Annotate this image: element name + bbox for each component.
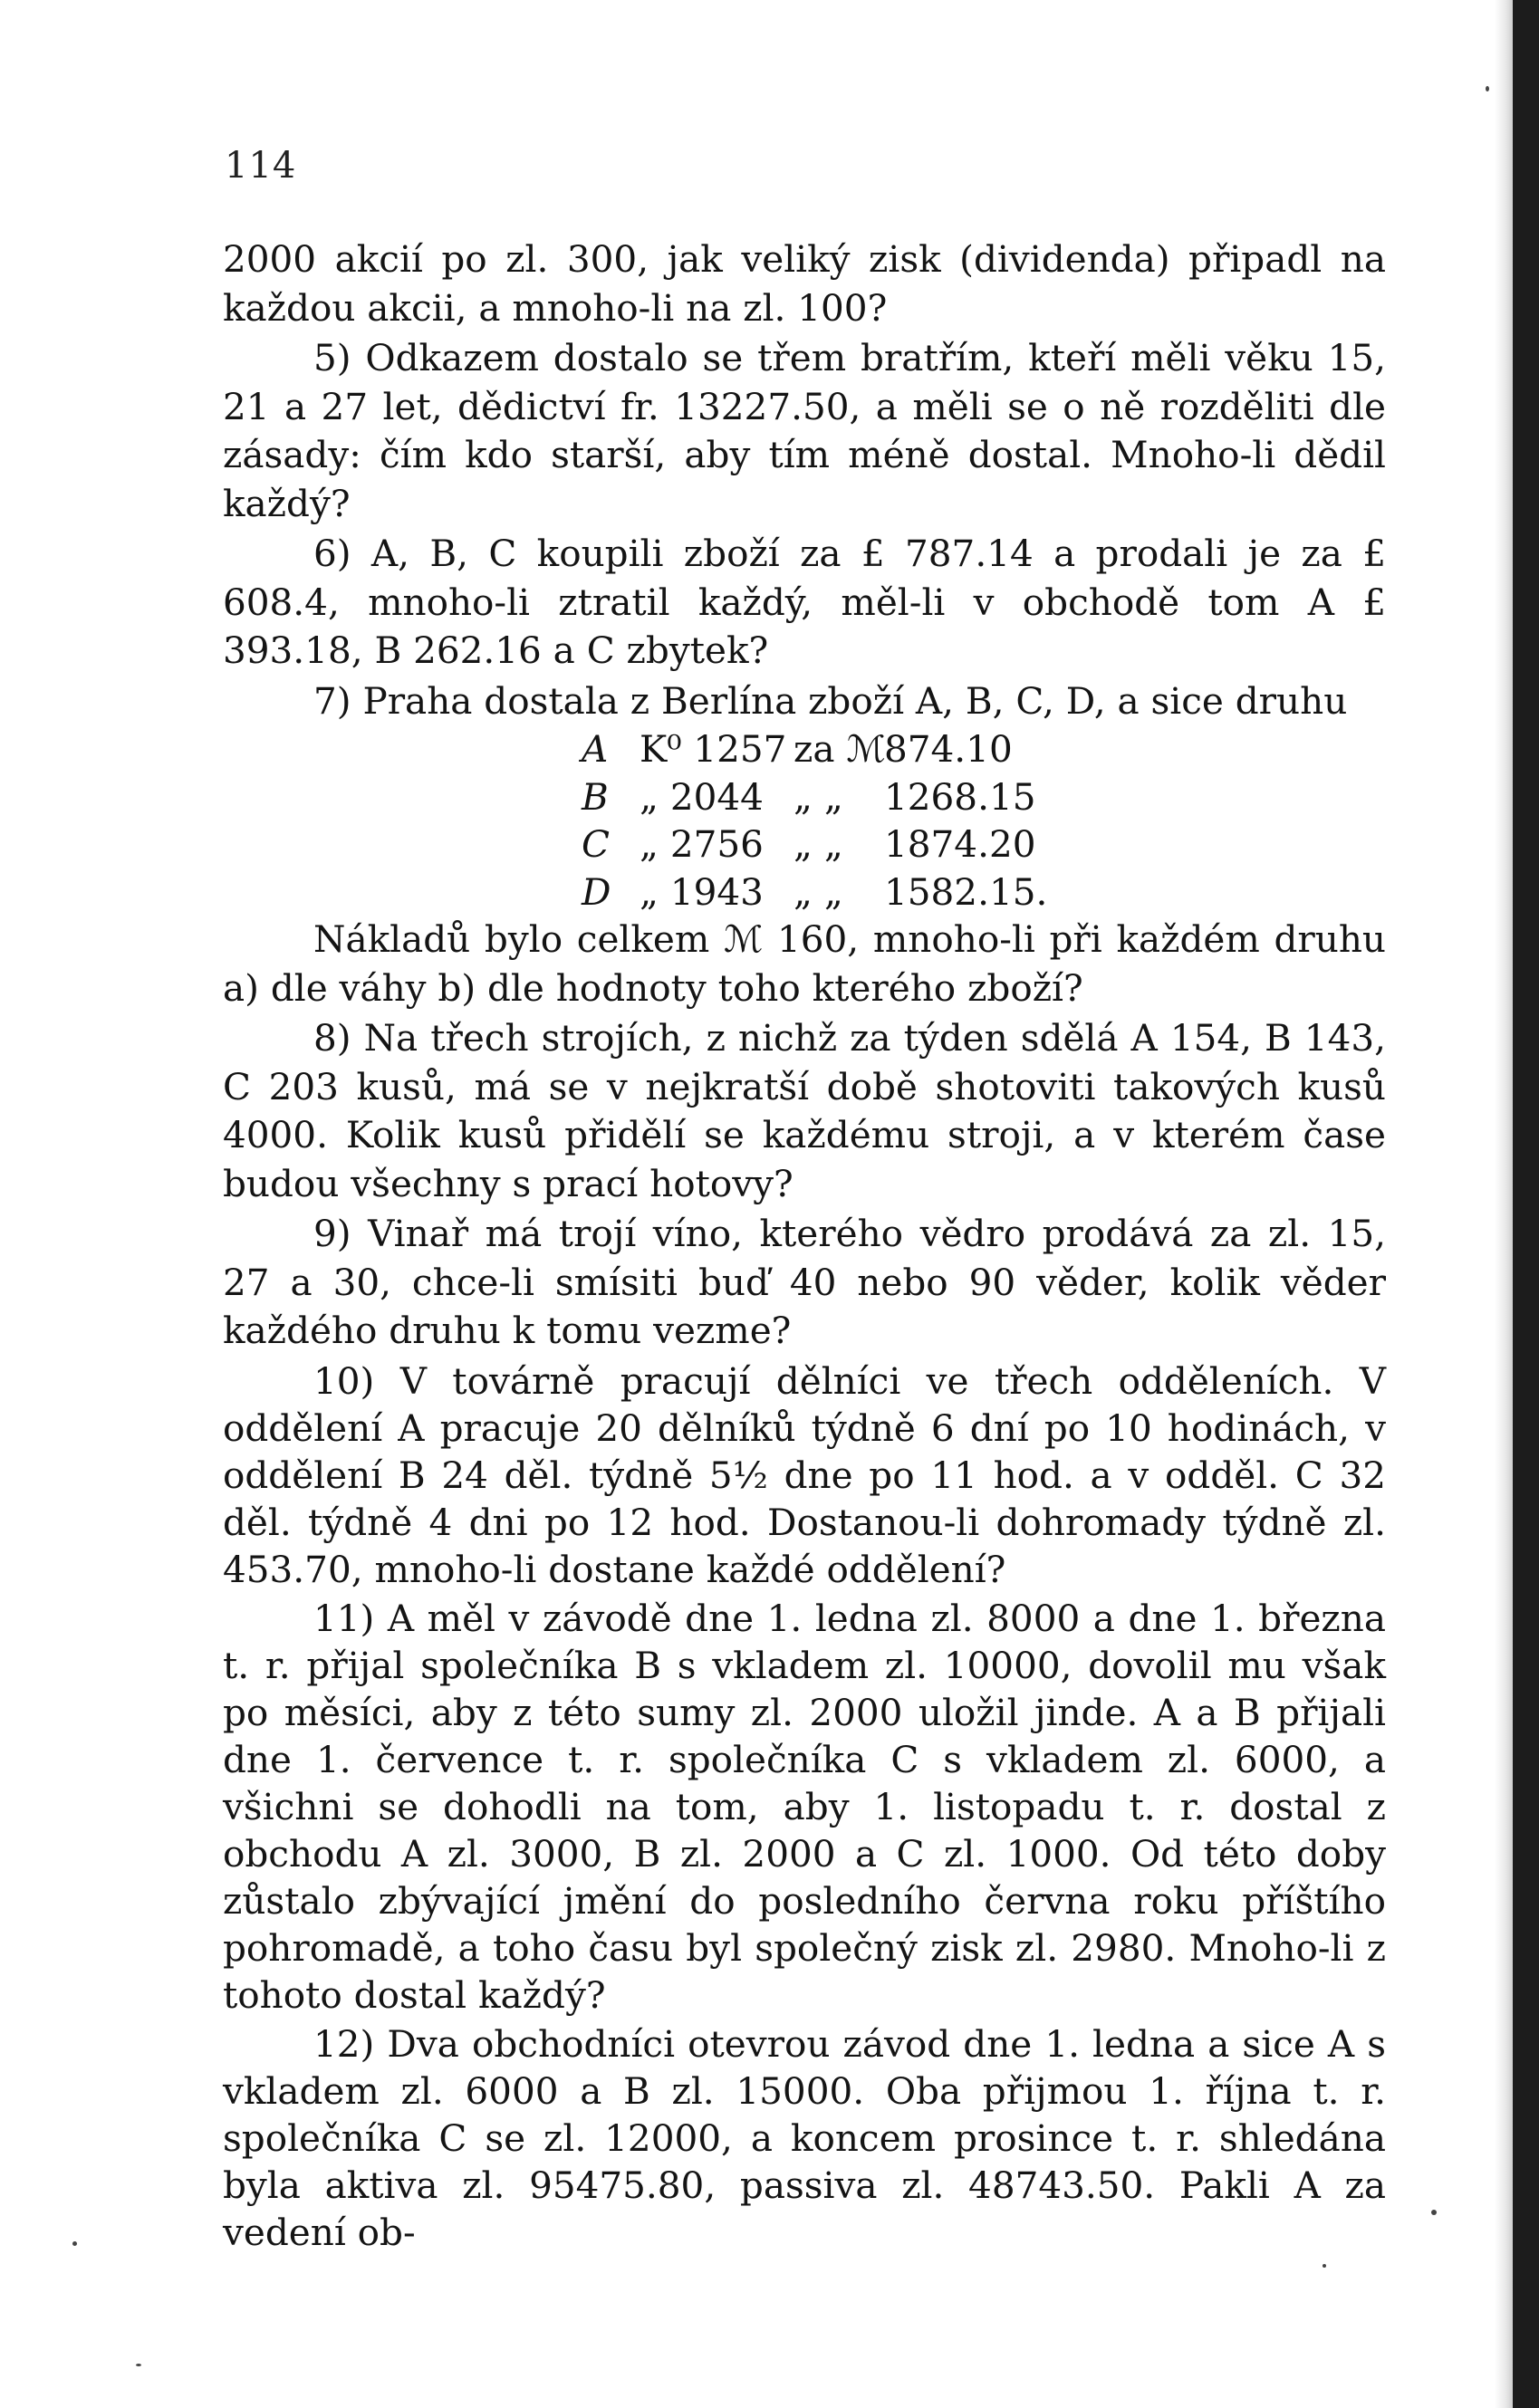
print-speck: [1486, 86, 1489, 91]
print-speck: [72, 2241, 77, 2246]
exercise-6: 6) A, B, C koupili zboží za £ 787.14 a prodali je za £ 608.4, mnoho-li ztratil každý, měl-li v obchodě tom A £ 393.18, B 262.16 a C zbytek?: [223, 532, 1386, 672]
exercise-10: 10) V továrně pracují dělníci ve třech odděleních. V oddělení A pracuje 20 dělníků týdně 6 dní po 10 hodinách, v oddělení B 24 děl. týdně 5½ dne po 11 hod. a v odděl. C 32 děl. týdně 4 dni po 12 hod. Dostanou-li dohromady týdně zl. 453.70, mnoho-li dostane každé oddělení?: [223, 1358, 1386, 1591]
paragraph-continuation: 2000 akcií po zl. 300, jak veliký zisk (dividenda) připadl na každou akcii, a mnoho-li na zl. 100?: [223, 237, 1386, 330]
goods-price: 1582.15.: [884, 869, 1048, 914]
exercise-9: 9) Vinař má trojí víno, kterého vědro prodává za zl. 15, 27 a 30, chce-li smísiti buď 40 nebo 90 věder, kolik věder každého druhu k tomu vezme?: [223, 1212, 1386, 1352]
goods-separator: „ „: [794, 869, 843, 914]
goods-row: [582, 868, 1386, 916]
goods-row: [582, 820, 1386, 868]
print-speck: [136, 2364, 141, 2366]
goods-separator: „ „: [794, 822, 843, 866]
exercise-7: 7) Praha dostala z Berlína zboží A, B, C, D, a sice druhu: [313, 678, 1348, 723]
goods-mark: C: [582, 822, 610, 866]
goods-price: 874.10: [884, 727, 1013, 771]
goods-separator: za ℳ: [794, 727, 886, 771]
paragraph-costs: Nákladů bylo celkem ℳ 160, mnoho-li při každém druhu a) dle váhy b) dle hodnoty toho kterého zboží?: [223, 917, 1386, 1010]
page-edge: [1495, 0, 1513, 2408]
goods-row: [582, 773, 1386, 821]
goods-quantity: „ 1943: [640, 869, 764, 914]
goods-price: 1268.15: [884, 774, 1036, 819]
goods-mark: A: [582, 727, 609, 771]
page-text: [223, 235, 1386, 2256]
goods-mark: B: [582, 774, 609, 819]
goods-price: 1874.20: [884, 822, 1036, 866]
page-number: 114: [225, 145, 297, 187]
exercise-11: 11) A měl v závodě dne 1. ledna zl. 8000 a dne 1. března t. r. přijal společníka B s vkladem zl. 10000, dovolil mu však po měsíci, aby z této sumy zl. 2000 uložil jinde. A a B přijali dne 1. července t. r. společníka C s vkladem zl. 6000, a všichni se dohodli na tom, aby 1. listopadu t. r. dostal z obchodu A zl. 3000, B zl. 2000 a C zl. 1000. Od této doby zůstalo zbývající jmění do posledního června roku příštího pohromadě, a toho času byl společný zisk zl. 2980. Mnoho-li z tohoto dostal každý?: [223, 1596, 1386, 2017]
goods-row: [582, 725, 1386, 773]
goods-mark: D: [582, 869, 611, 914]
goods-quantity: K⁰ 1257: [640, 727, 787, 771]
goods-separator: „ „: [794, 774, 843, 819]
goods-table: [582, 725, 1386, 916]
goods-quantity: „ 2044: [640, 774, 764, 819]
print-speck: [1431, 2210, 1437, 2215]
goods-quantity: „ 2756: [640, 822, 764, 866]
exercise-5: 5) Odkazem dostalo se třem bratřím, kteří měli věku 15, 21 a 27 let, dědictví fr. 13227.50, a měli se o ně rozděliti dle zásady: čím kdo starší, aby tím méně dostal. Mnoho-li dědil každý?: [223, 336, 1386, 525]
exercise-8: 8) Na třech strojích, z nichž za týden sdělá A 154, B 143, C 203 kusů, má se v nejkratší době shotoviti takových kusů 4000. Kolik kusů přidělí se každému stroji, a v kterém čase budou všechny s prací hotovy?: [223, 1016, 1386, 1205]
print-speck: [1323, 2264, 1326, 2268]
exercise-12: 12) Dva obchodníci otevrou závod dne 1. ledna a sice A s vkladem zl. 6000 a B zl. 15000. Oba přijmou 1. října t. r. společníka C se zl. 12000, a koncem prosince t. r. shledána byla aktiva zl. 95475.80, passiva zl. 48743.50. Pakli A za vedení ob-: [223, 2021, 1386, 2254]
